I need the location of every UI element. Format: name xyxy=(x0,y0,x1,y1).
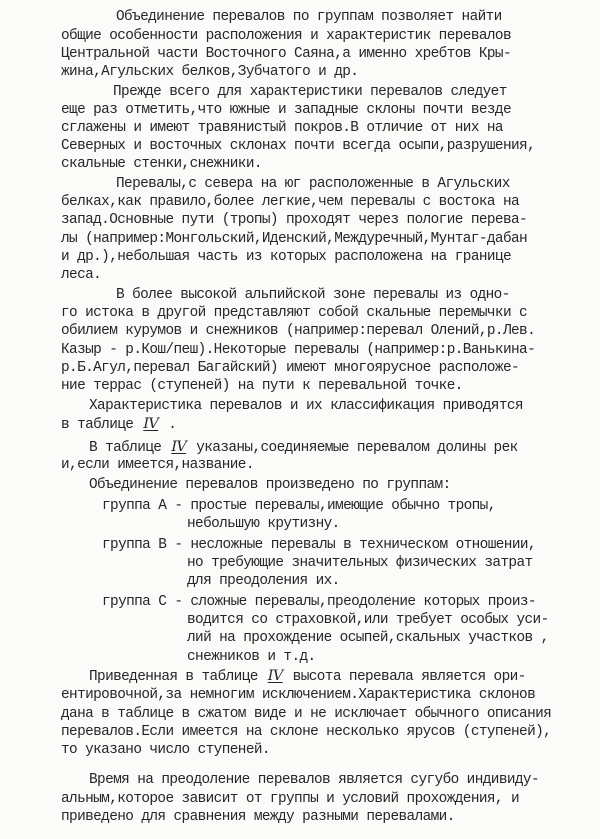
text-line: лий на прохождение осыпей,скальных участков , xyxy=(187,630,549,646)
text-line: и др.),небольшая часть из которых расположена на границе xyxy=(61,249,512,265)
text-line: Северных и восточных склонах почти всегда осыпи,разрушения, xyxy=(61,138,536,154)
text-fragment: В таблице xyxy=(89,440,162,456)
text-line xyxy=(89,667,526,686)
text-line: перевалов.Если имеется на склоне несколько ярусов (ступеней), xyxy=(61,724,552,740)
text-line: ние террас (ступеней) на пути к перевальной точке. xyxy=(61,378,463,394)
text-line: снежников и т.д. xyxy=(187,649,316,665)
text-line: группа С - сложные перевалы,преодоление которых произ- xyxy=(102,594,536,610)
text-line xyxy=(61,415,176,434)
text-line: группа А - простые перевалы,имеющие обычно тропы, xyxy=(102,498,496,514)
text-fragment: . xyxy=(168,417,177,433)
text-line: но требующие значительных физических затрат xyxy=(187,555,533,571)
text-line: дана в таблице в сжатом виде и не исключает обычного описания xyxy=(61,706,552,722)
text-line: жина,Агульских белков,Зубчатого и др. xyxy=(61,64,359,80)
text-line: для преодоления их. xyxy=(187,573,340,589)
text-line: Казыр - р.Кош/пеш).Некоторые перевалы (например:р.Ванькина- xyxy=(61,342,536,358)
text-line: скальные стенки,снежники. xyxy=(61,156,262,172)
text-line: запад.Основные пути (тропы) проходят через пологие перева- xyxy=(61,212,528,228)
text-line: леса. xyxy=(61,267,102,283)
text-line: го истока в другой представляют собой скальные перемычки с xyxy=(61,305,528,321)
text-line: Характеристика перевалов и их классификация приводятся xyxy=(89,398,523,414)
text-line: Перевалы,с севера на юг расположенные в Агульских xyxy=(116,176,510,192)
table-number-handwritten: IV xyxy=(267,668,283,684)
text-fragment: указаны,соединяемые перевалом долины рек xyxy=(196,440,518,456)
text-line: еще раз отметить,что южные и западные склоны почти везде xyxy=(61,102,512,118)
text-line: то указано число ступеней. xyxy=(61,742,270,758)
text-line: Прежде всего для характеристики перевалов следует xyxy=(113,84,507,100)
text-line: небольшую крутизну. xyxy=(187,516,340,532)
table-number-handwritten: IV xyxy=(171,439,187,455)
text-fragment: в таблице xyxy=(61,417,134,433)
text-line: сглажены и имеют травянистый покров.В отличие от них на xyxy=(61,120,503,136)
text-line: р.Б.Агул,перевал Багайский) имеют многоярусное расположе- xyxy=(61,360,520,376)
text-line: В более высокой альпийской зоне перевалы из одно- xyxy=(116,287,510,303)
text-line: альным,которое зависит от группы и условий прохождения, и xyxy=(61,791,520,807)
text-line: и,если имеется,название. xyxy=(61,457,254,473)
text-line: Центральной части Восточного Саяна,а именно хребтов Кры- xyxy=(61,46,512,62)
text-line: белках,как правило,более легкие,чем перевалы с востока на xyxy=(61,194,520,210)
text-line: Время на преодоление перевалов является сугубо индивиду- xyxy=(89,772,540,788)
text-line: Объединение перевалов произведено по группам: xyxy=(89,477,451,493)
text-line: Объединение перевалов по группам позволяет найти xyxy=(116,9,502,25)
text-line: общие особенности расположения и характеристик перевалов xyxy=(61,28,512,44)
text-line: обилием курумов и снежников (например:перевал Олений,р.Лев. xyxy=(61,323,536,339)
table-number-handwritten: IV xyxy=(143,416,159,432)
text-line: водится со страховкой,или требует особых уси- xyxy=(187,612,549,628)
text-line: приведено для сравнения между разными перевалами. xyxy=(61,809,455,825)
text-fragment: Приведенная в таблице xyxy=(89,669,258,685)
text-line: ентировочной,за немногим исключением.Характеристика склонов xyxy=(61,687,536,703)
text-line xyxy=(89,438,518,457)
text-fragment: высота перевала является ори- xyxy=(292,669,526,685)
text-line: лы (например:Монгольский,Иденский,Междуречный,Мунтаг-дабан xyxy=(61,231,528,247)
text-line: группа В - несложные перевалы в техническом отношении, xyxy=(102,537,536,553)
